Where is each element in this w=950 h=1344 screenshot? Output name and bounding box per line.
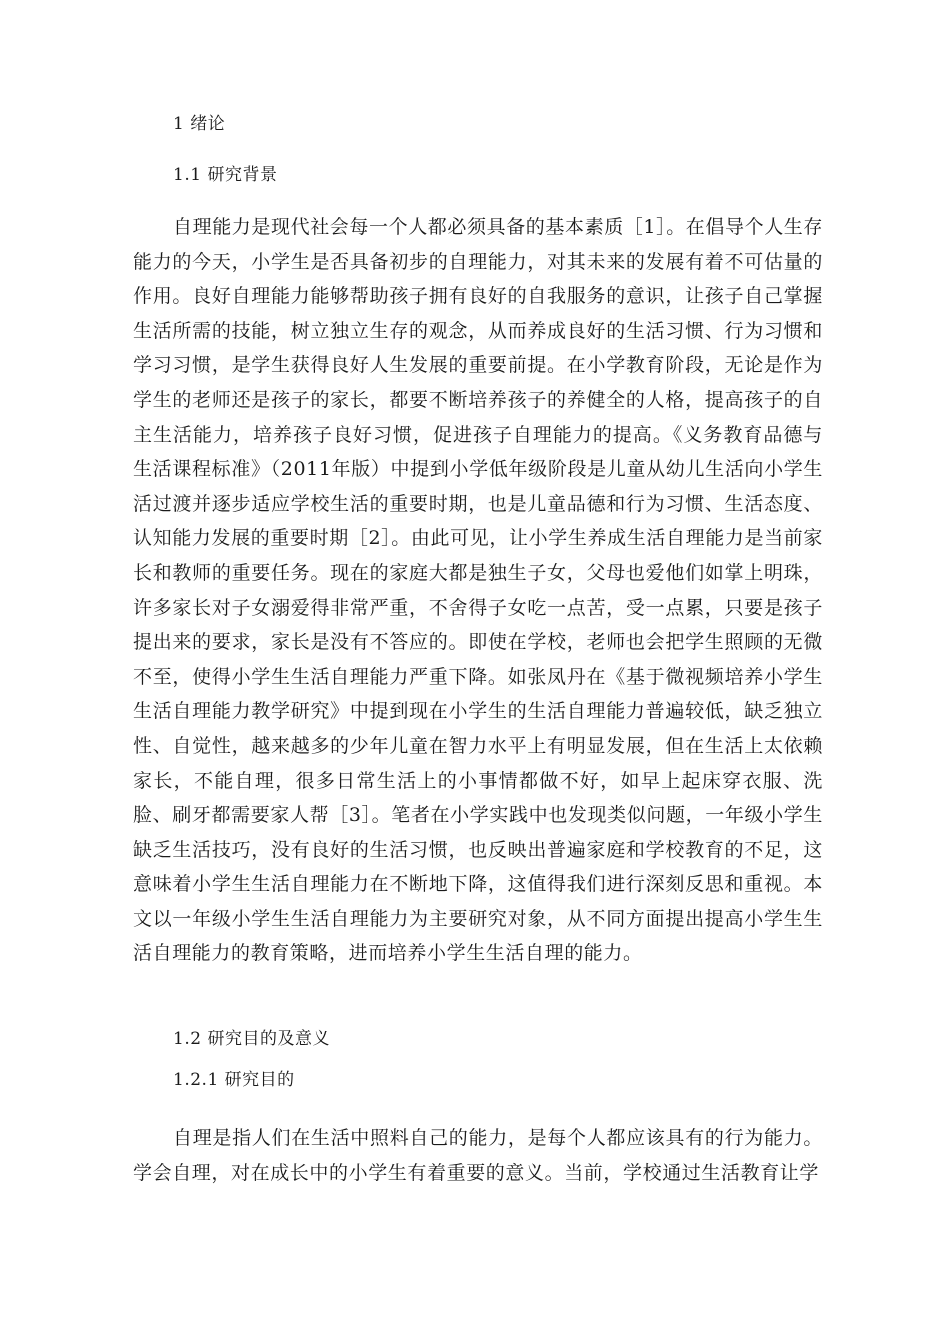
subsection-heading-research-purpose: 1.2.1 研究目的 xyxy=(173,1070,295,1090)
chapter-heading: 1 绪论 xyxy=(173,114,226,134)
section-heading-purpose-significance: 1.2 研究目的及意义 xyxy=(173,1029,330,1049)
section-heading-research-background: 1.1 研究背景 xyxy=(173,165,278,185)
body-paragraph-purpose: 自理是指人们在生活中照料自己的能力，是每个人都应该具有的行为能力。学会自理，对在成长中的小学生有着重要的意义。当前，学校通过生活教育让学 xyxy=(133,1127,823,1184)
body-paragraph-background: 自理能力是现代社会每一个人都必须具备的基本素质［1］。在倡导个人生存能力的今天，小学生是否具备初步的自理能力，对其未来的发展有着不可估量的作用。良好自理能力能够帮助孩子拥有良好的自我服务的意识，让孩子自己掌握生活所需的技能，树立独立生存的观念，从而养成良好的生活习惯、行为习惯和学习习惯，是学生获得良好人生发展的重要前提。在小学教育阶段，无论是作为学生的老师还是孩子的家长，都要不断培养孩子的养健全的人格，提高孩子的自主生活能力，培养孩子良好习惯，促进孩子自理能力的提高。《义务教育品德与生活课程标准》（2011年版）中提到小学低年级阶段是儿童从幼儿生活向小学生活过渡并逐步适应学校生活的重要时期，也是儿童品德和行为习惯、生活态度、认知能力发展的重要时期［2］。由此可见，让小学生养成生活自理能力是当前家长和教师的重要任务。现在的家庭大都是独生子女，父母也爱他们如掌上明珠，许多家长对子女溺爱得非常严重，不舍得子女吃一点苦，受一点累，只要是孩子提出来的要求，家长是没有不答应的。即使在学校，老师也会把学生照顾的无微不至，使得小学生生活自理能力严重下降。如张凤丹在《基于微视频培养小学生生活自理能力教学研究》中提到现在小学生的生活自理能力普遍较低，缺乏独立性、自觉性，越来越多的少年儿童在智力水平上有明显发展，但在生活上太依赖家长，不能自理，很多日常生活上的小事情都做不好，如早上起床穿衣服、洗脸、刷牙都需要家人帮［3］。笔者在小学实践中也发现类似问题，一年级小学生缺乏生活技巧，没有良好的生活习惯，也反映出普遍家庭和学校教育的不足，这意味着小学生生活自理能力在不断地下降，这值得我们进行深刻反思和重视。本文以一年级小学生生活自理能力为主要研究对象，从不同方面提出提高小学生生活自理能力的教育策略，进而培养小学生生活自理的能力。 xyxy=(133,216,823,965)
